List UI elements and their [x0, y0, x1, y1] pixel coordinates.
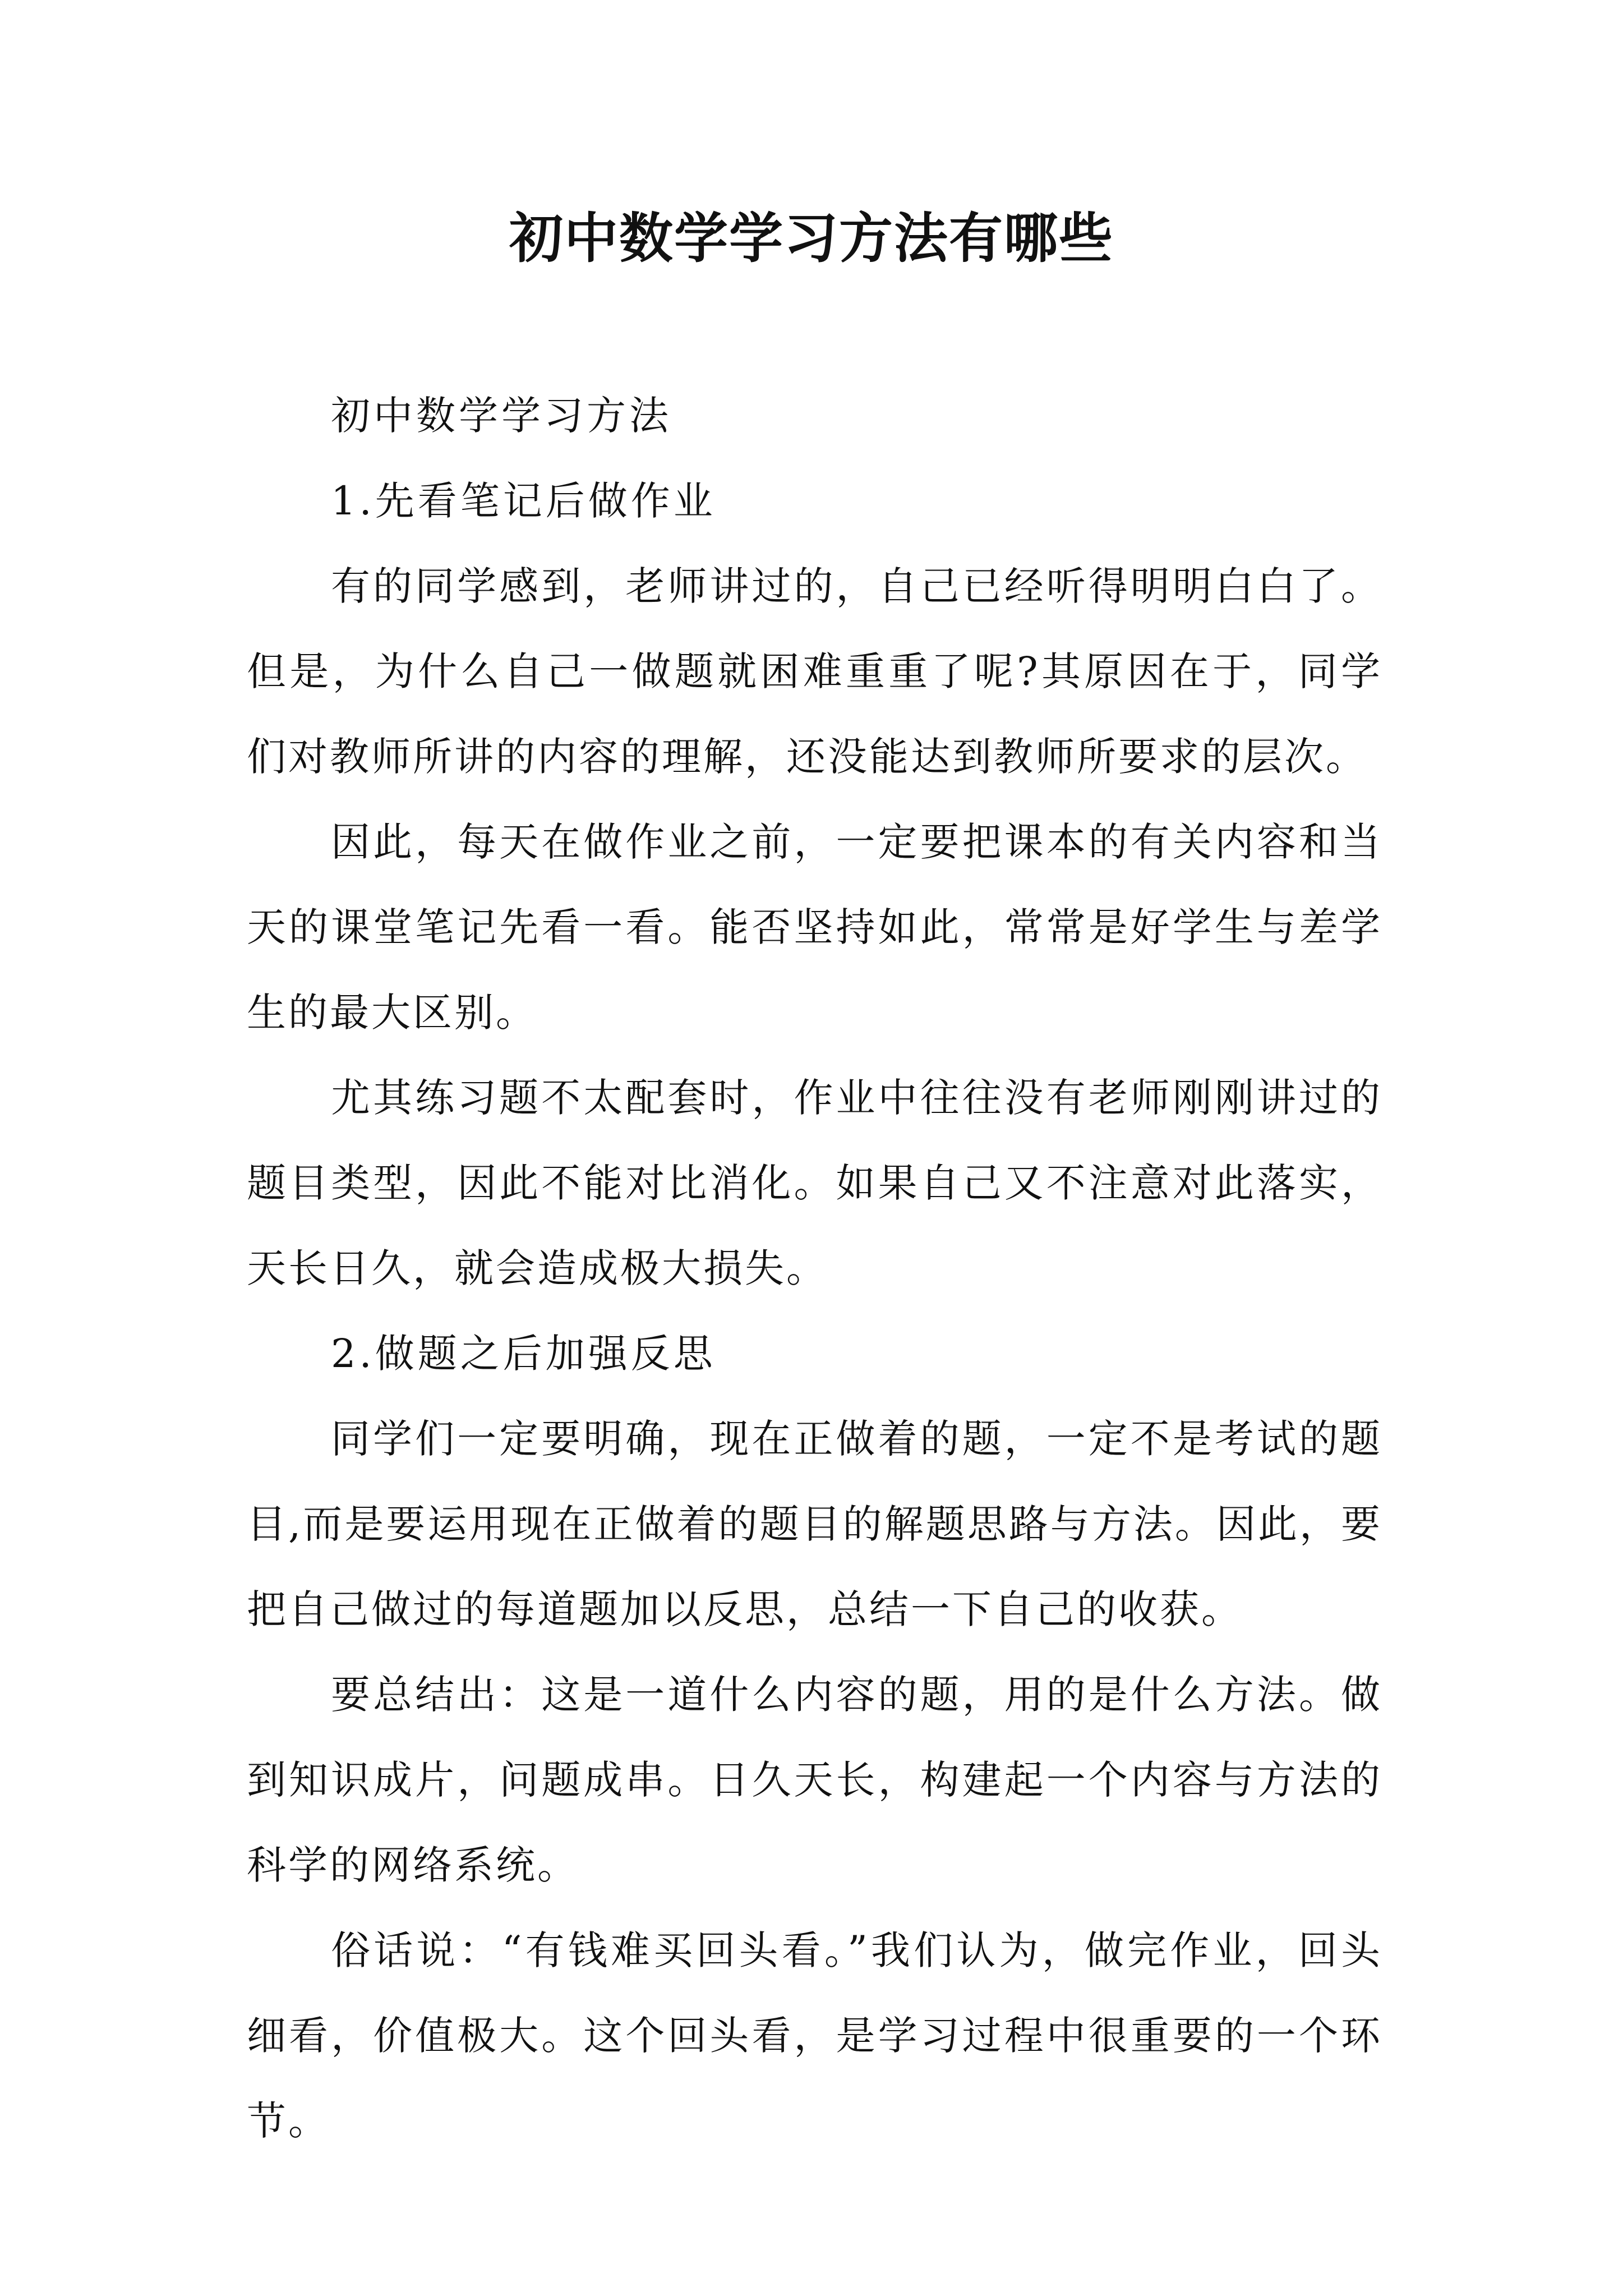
subheading-notes-first: 1.先看笔记后做作业 — [331, 478, 716, 524]
paragraph-exercises: 尤其练习题不太配套时，作业中往往没有老师刚刚讲过的题目类型，因此不能对比消化。如果自己又不注意对此落实，天长日久，就会造成极大损失。 — [247, 1075, 1382, 1291]
subheading-reflection: 2.做题之后加强反思 — [331, 1331, 716, 1377]
section-heading-methods: 初中数学学习方法 — [331, 393, 672, 439]
paragraph-review-notes: 因此，每天在做作业之前，一定要把课本的有关内容和当天的课堂笔记先看一看。能否坚持如此，常常是好学生与差学生的最大区别。 — [247, 819, 1382, 1036]
paragraph-reflect-on-problems: 同学们一定要明确，现在正做着的题，一定不是考试的题目,而是要运用现在正做着的题目的解题思路与方法。因此，要把自己做过的每道题加以反思，总结一下自己的收获。 — [247, 1416, 1382, 1632]
document-body — [247, 373, 1382, 2164]
paragraph-understanding: 有的同学感到，老师讲过的，自己已经听得明明白白了。但是，为什么自己一做题就困难重重了呢?其原因在于，同学们对教师所讲的内容的理解，还没能达到教师所要求的层次。 — [247, 563, 1382, 780]
document-title: 初中数学学习方法有哪些 — [509, 206, 1114, 270]
paragraph-summarize: 要总结出：这是一道什么内容的题，用的是什么方法。做到知识成片，问题成串。日久天长，构建起一个内容与方法的科学的网络系统。 — [247, 1672, 1382, 1888]
paragraph-look-back: 俗话说：“有钱难买回头看。”我们认为，做完作业，回头细看，价值极大。这个回头看，是学习过程中很重要的一个环节。 — [247, 1927, 1382, 2144]
